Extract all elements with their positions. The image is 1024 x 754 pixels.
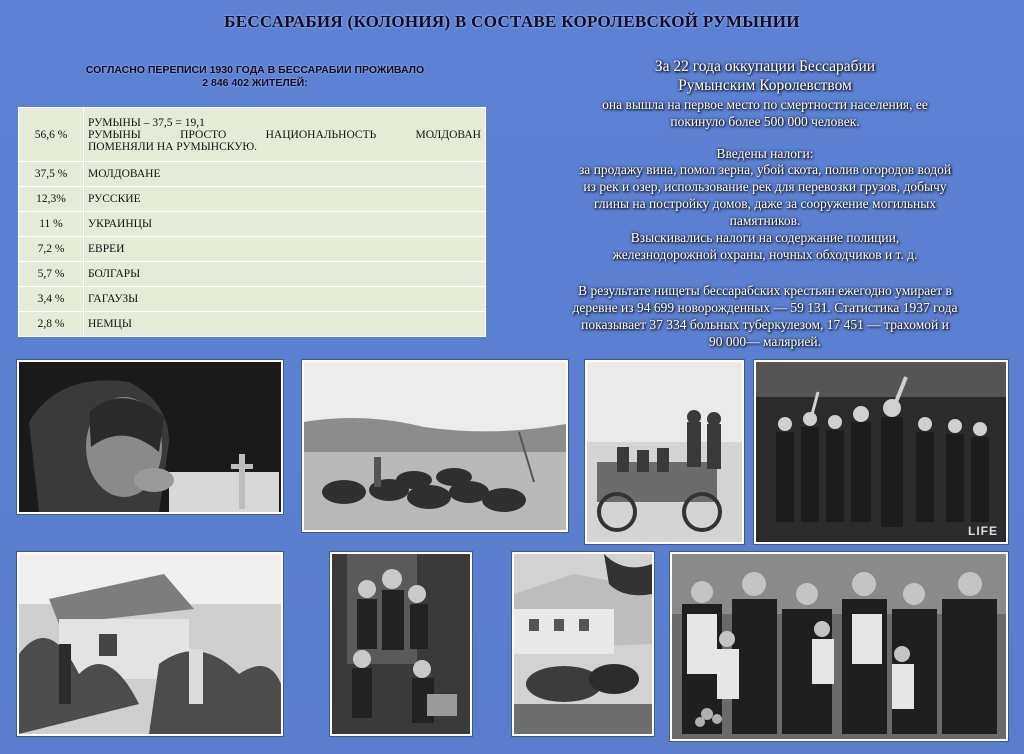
label-cell: НЕМЦЫ [84,312,486,337]
table-row [19,212,486,237]
percent-cell: 5,7 % [19,262,84,287]
label-cell: ГАГАУЗЫ [84,287,486,312]
census-caption [60,64,450,90]
percent-cell: 56,6 % [19,108,84,162]
table-row [19,287,486,312]
table-row [19,187,486,212]
taxes-line: из рек и озер, использование рек для перевозки грузов, добычу [583,179,947,194]
poverty-line: деревне из 94 699 новорожденных — 59 131. Статистика 1937 года [572,300,958,315]
table-row [19,312,486,337]
occupation-heading [520,57,1010,95]
photo-praying-woman [17,360,283,514]
percent-cell: 11 % [19,212,84,237]
percent-cell: 2,8 % [19,312,84,337]
percent-cell: 12,3% [19,187,84,212]
occupation-body-line-2: покинуло более 500 000 человек. [670,114,860,129]
percent-cell: 3,4 % [19,287,84,312]
taxes-line: железнодорожной охраны, ночных обходчиков и т. д. [612,247,918,262]
percent-cell: 7,2 % [19,237,84,262]
taxes-line: за продажу вина, помол зерна, убой скота, полив огородов водой [578,162,952,177]
census-line-1: СОГЛАСНО ПЕРЕПИСИ 1930 ГОДА В БЕССАРАБИИ ПРОЖИВАЛО [85,64,425,76]
occupation-body-line-1: она вышла на первое место по смертности населения, ее [602,97,928,112]
romanians-formula: РУМЫНЫ – 37,5 = 19,1 [88,116,205,129]
table-row [19,162,486,187]
table-row [19,262,486,287]
romanians-note-line: РУМЫНЫ ПРОСТО НАЦИОНАЛЬНОСТЬ МОЛДОВАН [88,128,481,141]
taxes-line: памятников. [729,213,801,228]
census-line-2: 2 846 402 ЖИТЕЛЕЙ: [202,77,308,89]
table-row [19,108,486,162]
population-table [18,107,486,337]
photo-village-hut [17,552,283,736]
taxes-heading: Введены налоги: [716,146,814,161]
photo-sheep-herd [302,360,568,532]
label-cell: РУССКИЕ [84,187,486,212]
photo-cart-villagers [585,360,744,544]
photo-family-portrait [670,552,1008,741]
label-cell: УКРАИНЦЫ [84,212,486,237]
label-cell: БОЛГАРЫ [84,262,486,287]
page-title: БЕССАРАБИЯ (КОЛОНИЯ) В СОСТАВЕ КОРОЛЕВСКОЙ РУМЫНИИ [224,12,800,31]
occupation-heading-line-2: Румынским Королевством [678,77,852,94]
photo-children-wagon [330,552,472,736]
label-cell: ЕВРЕИ [84,237,486,262]
taxes-body [520,161,1010,263]
label-cell: МОЛДОВАНЕ [84,162,486,187]
taxes-line: Взыскивались налоги на содержание полиции, [630,230,900,245]
photo-girls-saluting [754,360,1008,544]
taxes-line: глины на постройку домов, даже за сооружение могильных [593,196,937,211]
poverty-line: В результате нищеты бессарабских крестьян ежегодно умирает в [578,283,952,298]
romanians-note-line-2: ПОМЕНЯЛИ НА РУМЫНСКУЮ. [88,140,258,153]
occupation-body [520,96,1010,130]
label-cell [84,108,486,162]
poverty-statistics [520,282,1010,350]
photo-oxen-cart [512,552,654,736]
poverty-line: показывает 37 334 больных туберкулезом, 17 451 — трахомой и [581,317,949,332]
table-row [19,237,486,262]
poverty-line: 90 000— малярией. [708,334,822,349]
percent-cell: 37,5 % [19,162,84,187]
occupation-heading-line-1: За 22 года оккупации Бессарабии [654,58,876,75]
life-watermark: LIFE [968,524,998,538]
